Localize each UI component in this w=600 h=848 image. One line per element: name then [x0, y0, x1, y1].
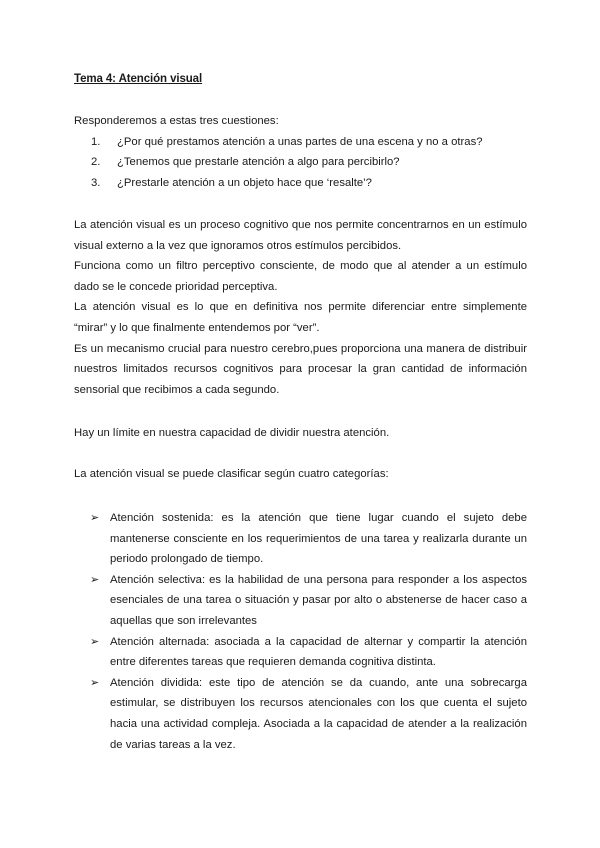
- body-paragraphs: [74, 215, 527, 400]
- question-text: ¿Tenemos que prestarle atención a algo para percibirlo?: [117, 156, 400, 169]
- arrow-bullet-icon: ➢: [90, 573, 100, 586]
- questions-list: [74, 132, 527, 194]
- question-text: ¿Prestarle atención a un objeto hace que ‘resalte’?: [117, 176, 372, 189]
- list-item: [74, 152, 527, 173]
- arrow-bullet-icon: ➢: [90, 512, 100, 524]
- intro-text: Responderemos a estas tres cuestiones:: [74, 115, 279, 127]
- paragraph: La atención visual es lo que en definitiva nos permite diferenciar entre simplemente “mirar” y lo que finalmente entendemos por “ver”.: [74, 301, 527, 334]
- categories-list: [74, 508, 527, 755]
- list-item: [74, 673, 527, 755]
- category-text: Atención alternada: asociada a la capacidad de alternar y compartir la atención entre diferentes tareas que requieren demanda cognitiva distinta.: [110, 635, 527, 669]
- category-text: Atención sostenida: es la atención que tiene lugar cuando el sujeto debe mantenerse consciente en los requerimientos de una tarea y realizarla durante un periodo prolongado de tiempo.: [110, 512, 527, 566]
- paragraph: La atención visual es un proceso cognitivo que nos permite concentrarnos en un estímulo visual externo a la vez que ignoramos otros estímulos percibidos.: [74, 219, 527, 252]
- arrow-bullet-icon: ➢: [90, 676, 100, 689]
- list-number: 1.: [91, 135, 101, 148]
- category-text: Atención selectiva: es la habilidad de una persona para responder a los aspectos esenciales de una tarea o situación y pasar por alto o abstenerse de hacer caso a aquellas que son irrelevantes: [110, 573, 527, 627]
- list-item: [74, 173, 527, 194]
- paragraph: Funciona como un filtro perceptivo consciente, de modo que al atender a un estímulo dado se le concede prioridad perceptiva.: [74, 260, 527, 293]
- list-item: [74, 132, 527, 153]
- list-number: 2.: [91, 156, 101, 169]
- category-text: Atención dividida: este tipo de atención se da cuando, ante una sobrecarga estimular, se distribuyen los recursos atencionales con los que cuenta el sujeto hacia una actividad compleja. Asociada a la capacidad de atender a la realización de varias tareas a la vez.: [110, 676, 527, 751]
- list-number: 3.: [91, 176, 101, 189]
- list-item: [74, 508, 527, 570]
- limit-statement: Hay un límite en nuestra capacidad de dividir nuestra atención.: [74, 427, 390, 439]
- question-text: ¿Por qué prestamos atención a unas partes de una escena y no a otras?: [117, 135, 483, 148]
- intro-section: [74, 111, 527, 193]
- arrow-bullet-icon: ➢: [90, 635, 100, 648]
- list-item: [74, 570, 527, 632]
- classification-intro: La atención visual se puede clasificar según cuatro categorías:: [74, 468, 389, 480]
- list-item: [74, 632, 527, 673]
- paragraph: Es un mecanismo crucial para nuestro cerebro,pues proporciona una manera de distribuir nuestros limitados recursos cognitivos para procesar la gran cantidad de información sensorial que recibimos a cada segundo.: [74, 342, 527, 396]
- page-title: Tema 4: Atención visual: [74, 73, 203, 85]
